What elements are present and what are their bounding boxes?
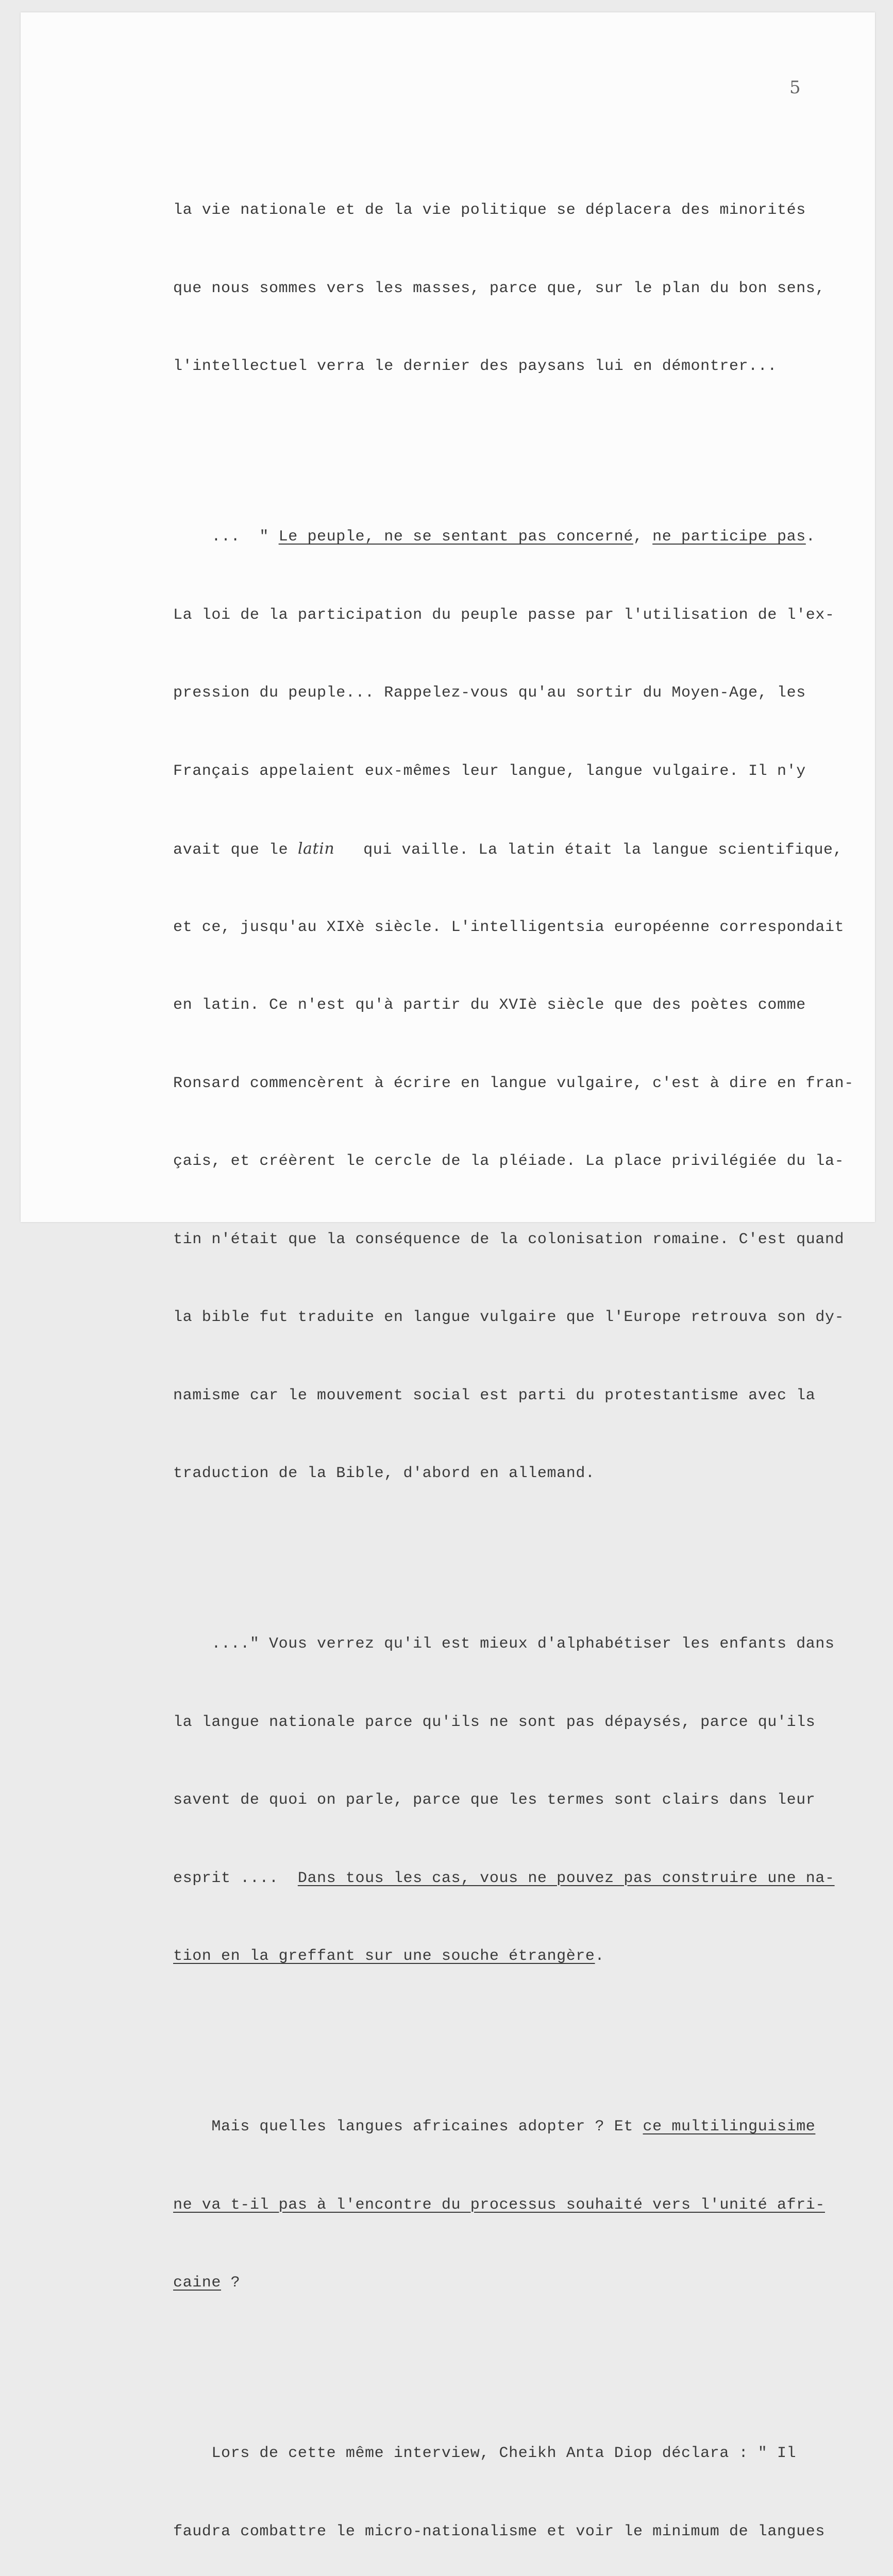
- text-line: la langue nationale parce qu'ils ne sont pas dépaysés, parce qu'ils: [173, 1713, 816, 1731]
- text-line: la vie nationale et de la vie politique se déplacera des minorités: [173, 201, 806, 219]
- text-line: faudra combattre le micro-nationalisme et voir le minimum de langues: [173, 2522, 825, 2540]
- text-line: en latin. Ce n'est qu'à partir du XVIè siècle que des poètes comme: [173, 996, 806, 1014]
- text-line: que nous sommes vers les masses, parce que, sur le plan du bon sens,: [173, 279, 825, 297]
- text-line: La loi de la participation du peuple passe par l'utilisation de l'ex-: [173, 606, 835, 624]
- text-line: [173, 2114, 853, 2140]
- text-line: Français appelaient eux-mêmes leur langue, langue vulgaire. Il n'y: [173, 762, 806, 780]
- text-line: [173, 1943, 853, 1970]
- text-line: traduction de la Bible, d'abord en allemand.: [173, 1465, 595, 1482]
- text-segment: ,: [633, 528, 653, 546]
- underlined-text: ne participe pas: [652, 528, 806, 546]
- text-segment: .: [805, 528, 816, 546]
- text-line: Ronsard commencèrent à écrire en langue vulgaire, c'est à dire en fran-: [173, 1074, 854, 1092]
- underlined-text: ce multilinguisime: [643, 2118, 816, 2136]
- text-line: namisme car le mouvement social est parti du protestantisme avec la: [173, 1386, 816, 1404]
- handwritten-correction: latin: [297, 840, 335, 858]
- text-line: [173, 1866, 853, 1892]
- underlined-text: tion en la greffant sur une souche étrangère: [173, 1947, 595, 1965]
- text-line: savent de quoi on parle, parce que les termes sont clairs dans leur: [173, 1791, 816, 1809]
- text-line: ...." Vous verrez qu'il est mieux d'alphabétiser les enfants dans: [173, 1635, 835, 1653]
- underlined-text: Dans tous les cas, vous ne pouvez pas construire une na-: [297, 1869, 835, 1887]
- text-segment: qui vaille. La latin était la langue scientifique,: [334, 841, 843, 859]
- text-segment: ?: [221, 2274, 241, 2292]
- text-line: çais, et créèrent le cercle de la pléiade. La place privilégiée du la-: [173, 1153, 845, 1170]
- text-line: Lors de cette même interview, Cheikh Anta Diop déclara : " Il: [173, 2445, 797, 2462]
- text-line: pression du peuple... Rappelez-vous qu'au sortir du Moyen-Age, les: [173, 684, 806, 702]
- underlined-text: caine: [173, 2274, 222, 2292]
- text-line: tin n'était que la conséquence de la colonisation romaine. C'est quand: [173, 1230, 845, 1248]
- text-line: [173, 836, 853, 862]
- text-segment: Mais quelles langues africaines adopter ? Et: [173, 2118, 643, 2136]
- page-number: 5: [789, 77, 801, 98]
- text-line: [173, 2270, 853, 2296]
- text-segment: ... ": [173, 528, 279, 546]
- document-body: [173, 145, 853, 2576]
- text-line: [173, 2192, 853, 2218]
- text-line: [173, 524, 853, 550]
- underlined-text: ne va t-il pas à l'encontre du processus souhaité vers l'unité afri-: [173, 2196, 825, 2214]
- underlined-text: Le peuple, ne se sentant pas concerné: [278, 528, 633, 546]
- text-segment: .: [595, 1947, 605, 1965]
- text-line: et ce, jusqu'au XIXè siècle. L'intelligentsia européenne correspondait: [173, 918, 845, 936]
- text-line: l'intellectuel verra le dernier des paysans lui en démontrer...: [173, 358, 777, 375]
- text-segment: esprit ....: [173, 1869, 298, 1887]
- text-line: la bible fut traduite en langue vulgaire que l'Europe retrouva son dy-: [173, 1309, 845, 1326]
- text-segment: avait que le: [173, 841, 298, 859]
